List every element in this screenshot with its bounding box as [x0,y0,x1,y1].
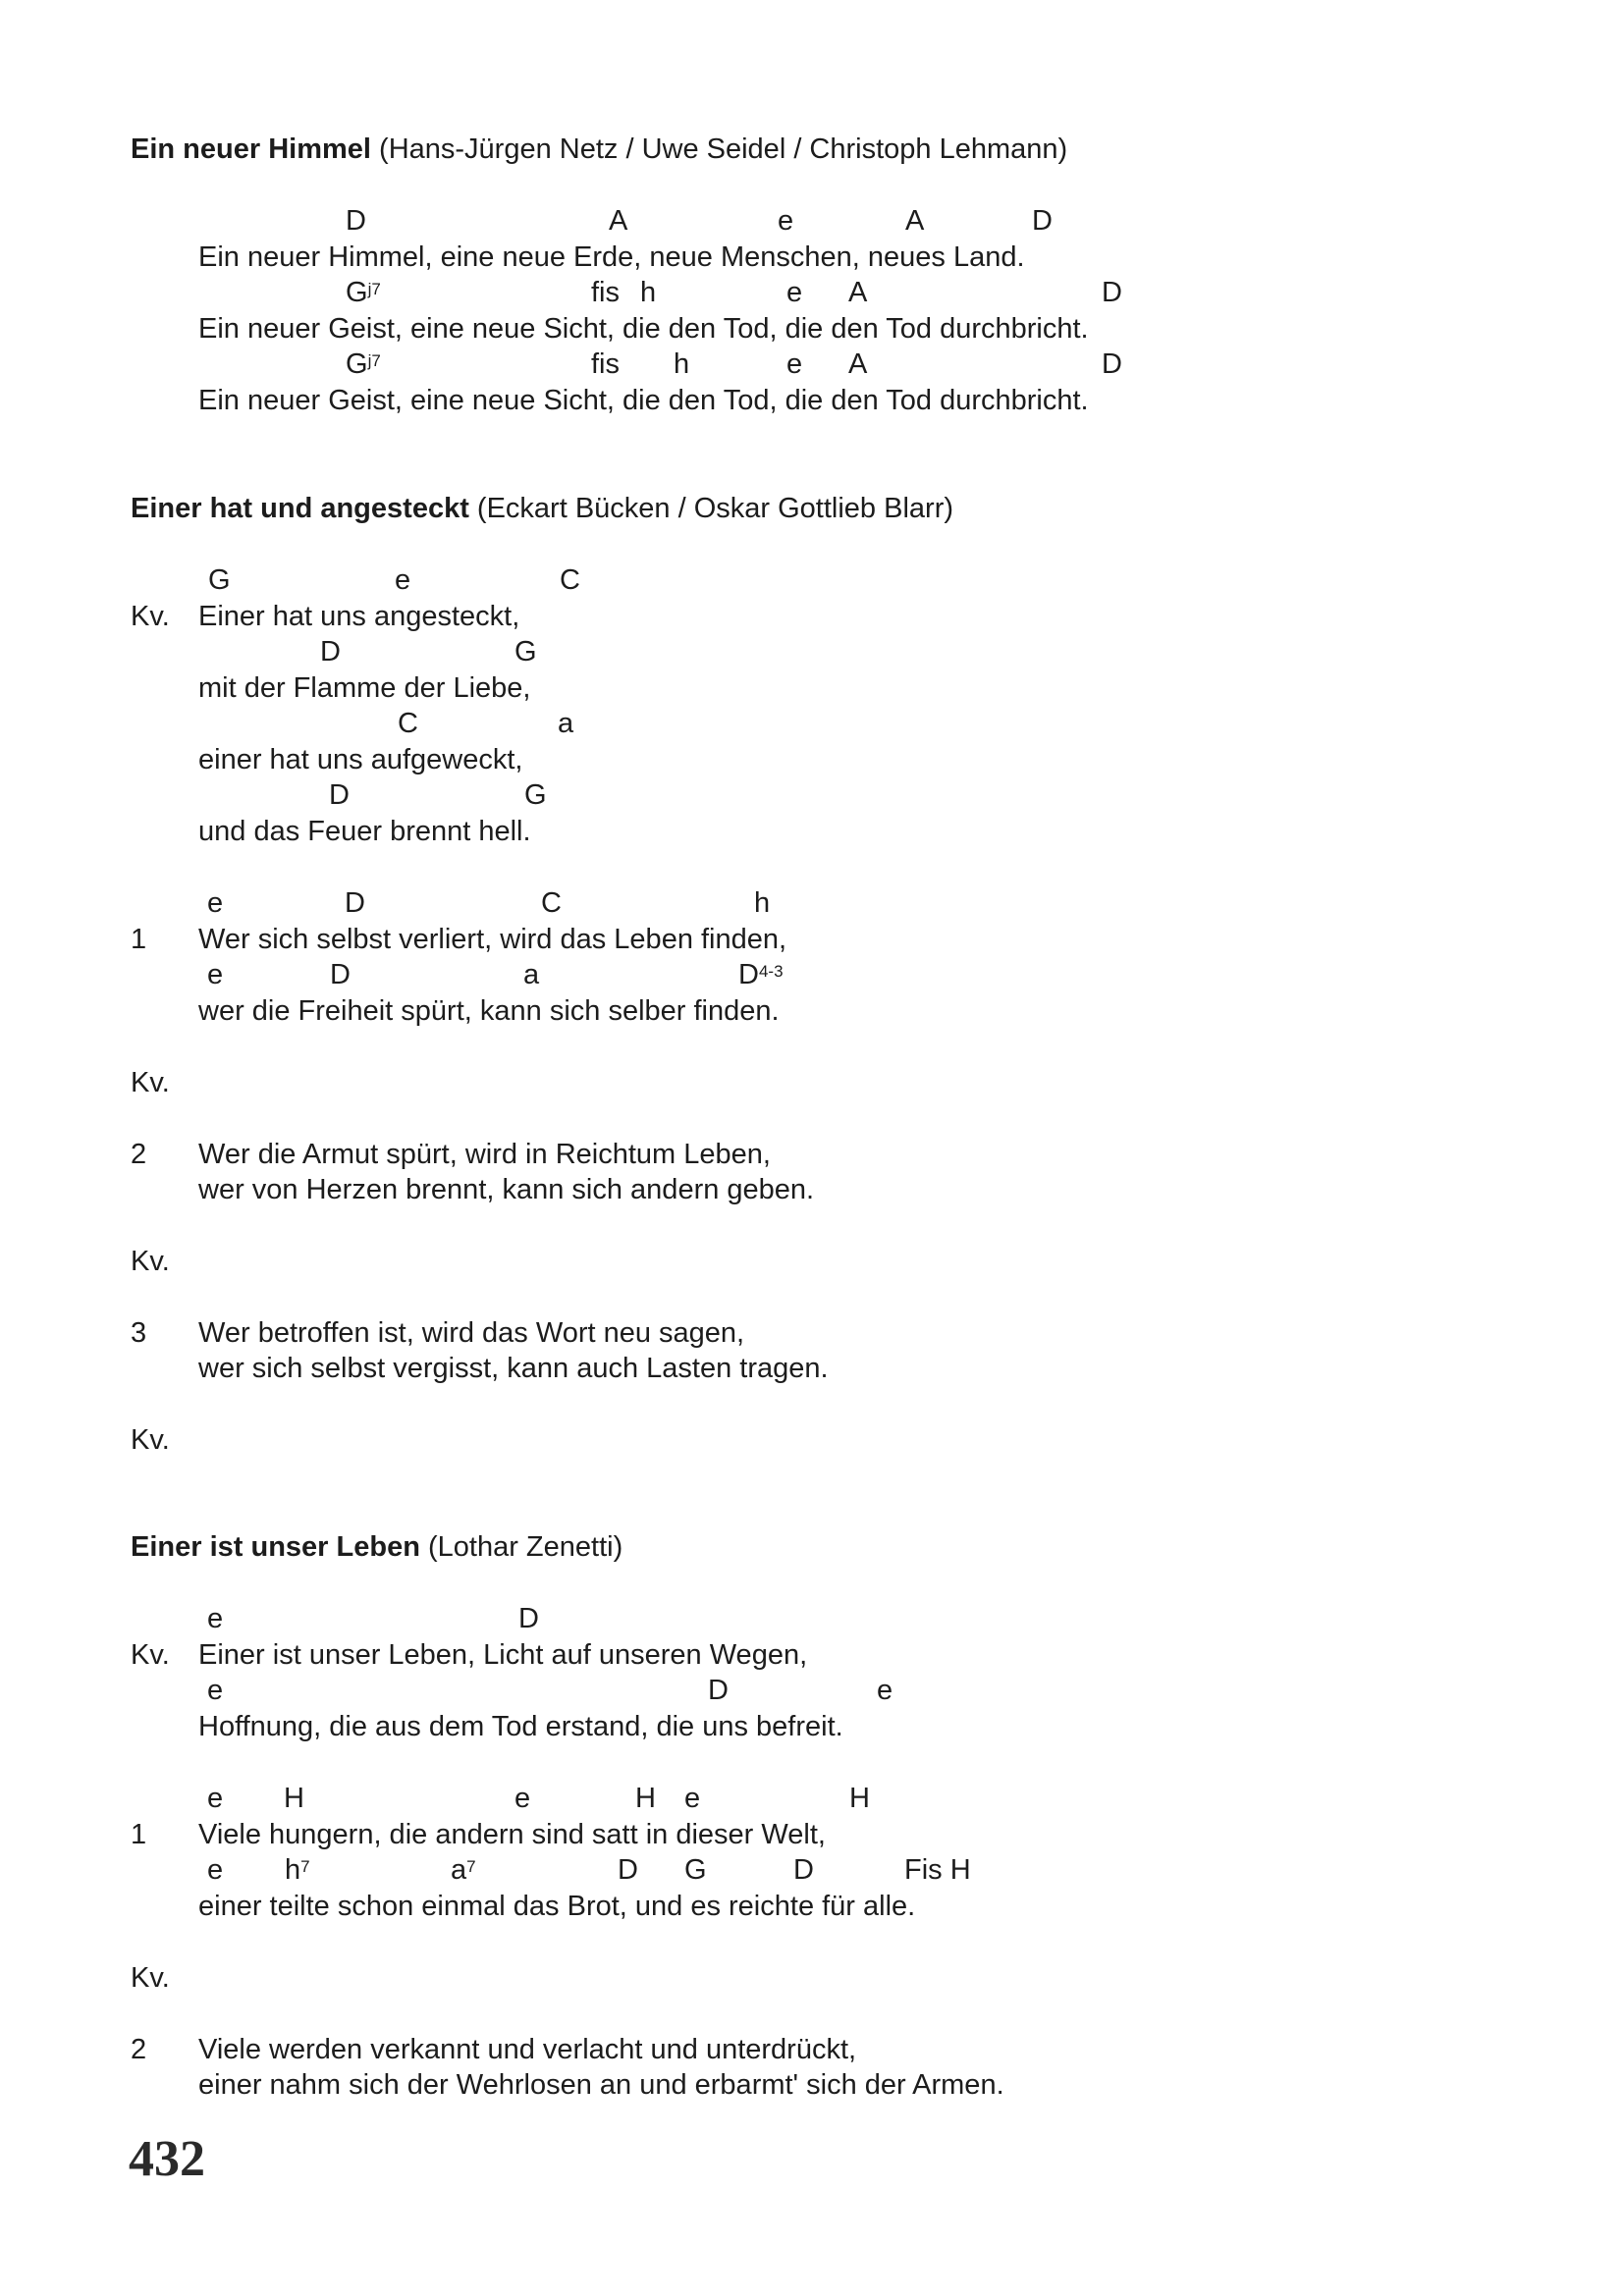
song-credits: (Eckart Bücken / Oskar Gottlieb Blarr) [476,493,954,524]
refrain-repeat: Kv. [131,1424,170,1456]
lyric-line: Ein neuer Himmel, eine neue Erde, neue Menschen, neues Land. [198,241,1025,273]
chord: e [207,1854,224,1886]
chord: e [207,959,224,990]
refrain-label: Kv. [131,601,170,632]
chord: D [708,1675,729,1706]
song-credits: (Hans-Jürgen Netz / Uwe Seidel / Christoph Lehmann) [379,133,1068,165]
chord: D [793,1854,814,1886]
verse-number: 1 [131,924,147,955]
song-title-text: Ein neuer Himmel [131,133,371,165]
chord: C [398,708,418,739]
verse-number: 2 [131,2034,147,2065]
chord: H [284,1783,304,1814]
chord: D [330,959,351,990]
chord: h [640,277,657,308]
lyric-line: Ein neuer Geist, eine neue Sicht, die den Tod, die den Tod durchbricht. [198,385,1089,416]
song-title [131,132,1067,167]
lyric-line: Wer die Armut spürt, wird in Reichtum Leben, [198,1139,771,1170]
chord: $G^{j7}$ [346,277,381,308]
chord: Fis H [904,1854,971,1886]
chord: A [848,277,868,308]
page-number: 432 [129,2131,205,2187]
lyric-line: einer teilte schon einmal das Brot, und es reichte für alle. [198,1891,916,1922]
chord: D [320,636,341,667]
song-title-text: Einer hat und angesteckt [131,493,469,524]
verse-number: 1 [131,1819,147,1850]
lyric-line: Wer sich selbst verliert, wird das Leben finden, [198,924,787,955]
chord: D [345,887,365,919]
lyric-line: Hoffnung, die aus dem Tod erstand, die uns befreit. [198,1711,843,1742]
lyric-line: Wer betroffen ist, wird das Wort neu sagen, [198,1317,745,1349]
refrain-repeat: Kv. [131,1246,170,1277]
song-title-text: Einer ist unser Leben [131,1531,420,1563]
chord: D [1102,277,1122,308]
chord: e [877,1675,893,1706]
verse-number: 2 [131,1139,147,1170]
chord: e [207,1603,224,1634]
chord: a [523,959,540,990]
chord: h [754,887,771,919]
chord: G [684,1854,707,1886]
chord: A [848,348,868,380]
refrain-repeat: Kv. [131,1962,170,1994]
chord: a [558,708,574,739]
song-credits: (Lothar Zenetti) [427,1531,623,1563]
refrain-label: Kv. [131,1639,170,1671]
song-title [131,491,953,526]
chord: C [560,564,580,596]
chord: D [1032,205,1053,237]
chord: C [541,887,562,919]
chord: e [684,1783,701,1814]
chord: D [618,1854,638,1886]
lyric-line: Viele hungern, die andern sind satt in dieser Welt, [198,1819,826,1850]
chord: e [786,277,803,308]
chord: H [849,1783,870,1814]
lyric-line: einer hat uns aufgeweckt, [198,744,523,775]
chord: e [207,887,224,919]
chord: e [395,564,411,596]
lyric-line: Viele werden verkannt und verlacht und unterdrückt, [198,2034,857,2065]
chord: e [786,348,803,380]
chord: h [674,348,690,380]
chord: D [1102,348,1122,380]
lyric-line: wer von Herzen brennt, kann sich andern geben. [198,1174,815,1205]
lyric-line: einer nahm sich der Wehrlosen an und erbarmt' sich der Armen. [198,2069,1004,2101]
chord: D [346,205,366,237]
chord: e [207,1675,224,1706]
chord: D [329,779,350,811]
chord: $D^{4-3}$ [738,959,784,990]
chord: fis [591,277,620,308]
chord: $G^{j7}$ [346,348,381,380]
lyric-line: Einer hat uns angesteckt, [198,601,520,632]
chord: e [514,1783,531,1814]
chord: H [635,1783,656,1814]
chord: $a^7$ [451,1854,476,1886]
lyric-line: Ein neuer Geist, eine neue Sicht, die den Tod, die den Tod durchbricht. [198,313,1089,345]
lyric-line: und das Feuer brennt hell. [198,816,531,847]
chord: D [518,1603,539,1634]
lyric-line: Einer ist unser Leben, Licht auf unseren Wegen, [198,1639,808,1671]
lyric-line: wer sich selbst vergisst, kann auch Lasten tragen. [198,1353,829,1384]
chord: G [514,636,537,667]
chord: e [778,205,794,237]
lyric-line: mit der Flamme der Liebe, [198,672,531,704]
verse-number: 3 [131,1317,147,1349]
song-title [131,1529,622,1565]
chord: G [208,564,231,596]
chord: A [905,205,925,237]
chord: $h^7$ [285,1854,310,1886]
chord: A [609,205,628,237]
lyric-line: wer die Freiheit spürt, kann sich selber finden. [198,995,780,1027]
chord: G [524,779,547,811]
chord: e [207,1783,224,1814]
refrain-repeat: Kv. [131,1067,170,1098]
chord: fis [591,348,620,380]
